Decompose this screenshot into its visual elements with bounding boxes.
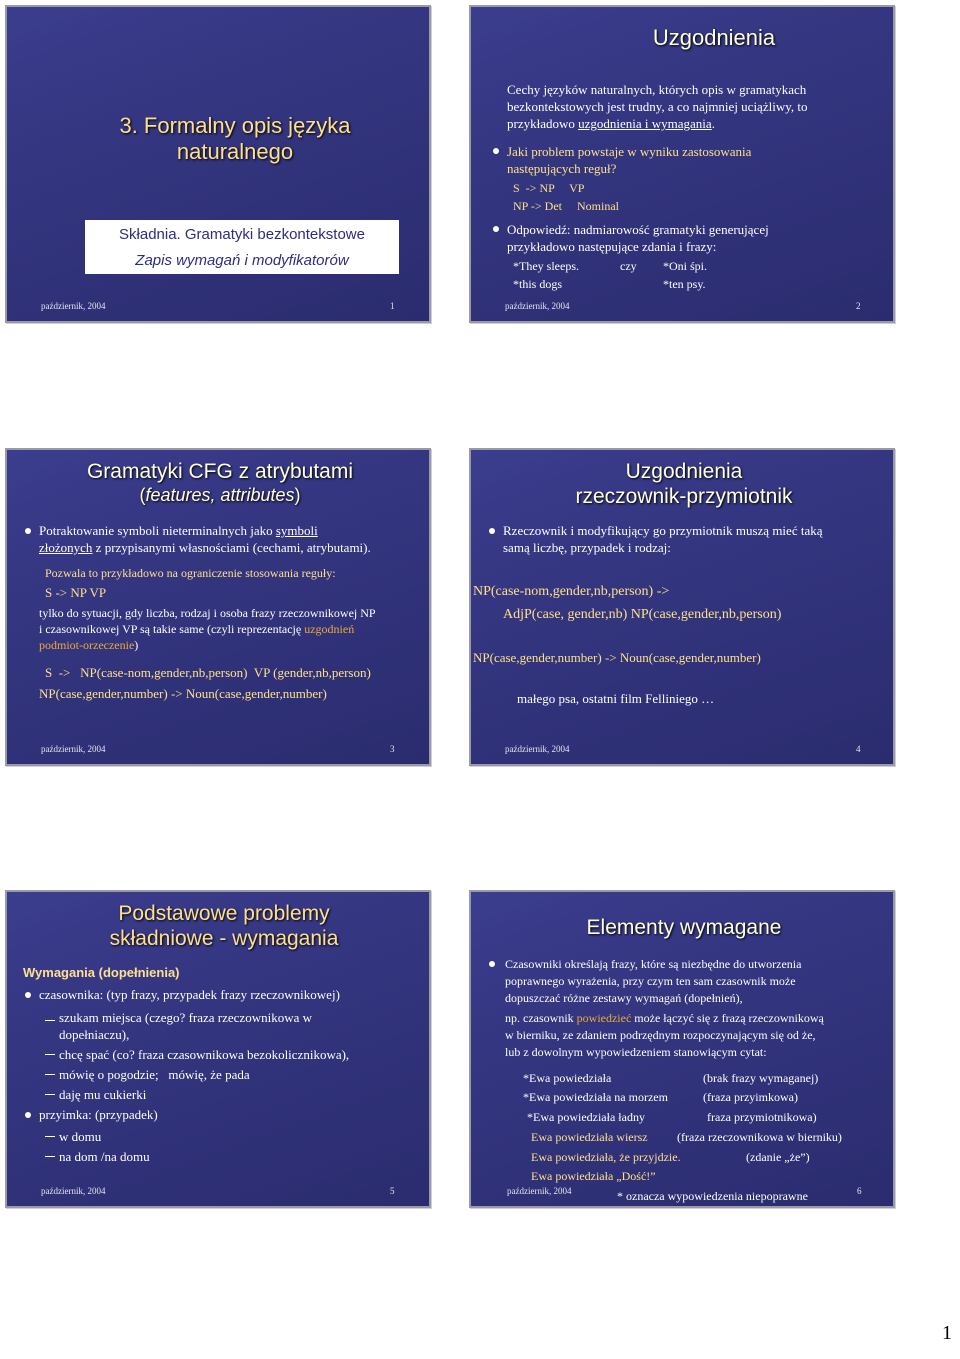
text-line: Rzeczownik i modyfikujący go przymiotnik muszą mieć taką — [503, 523, 823, 538]
slide-date: październik, 2004 — [41, 1186, 106, 1196]
text-line: czasownika: (typ frazy, przypadek frazy rzeczownikowej) — [39, 987, 340, 1002]
slide-6 — [469, 890, 895, 1208]
footnote: * oznacza wypowiedzenia niepoprawne — [617, 1189, 808, 1203]
text-span: z przypisanymi własnościami (cechami, atrybutami). — [92, 540, 371, 555]
title-line-2: rzeczownik-przymiotnik — [575, 484, 793, 508]
bullet-icon — [489, 528, 495, 534]
slide-title: Elementy wymagane — [586, 916, 782, 939]
example: Ewa powiedziała „Dość!” — [531, 1169, 656, 1183]
slide-4 — [469, 448, 895, 766]
question-line: następujących reguł? — [507, 161, 617, 176]
bullet-icon — [25, 528, 31, 534]
text-span: może łączyć się z frazą rzeczownikową — [631, 1011, 824, 1025]
text-line — [39, 522, 318, 539]
text-line: w bierniku, ze zdaniem podrzędnym rozpoczynającym się od że, — [505, 1028, 816, 1042]
rule-line: NP(case,gender,number) -> Noun(case,gender,number) — [473, 650, 761, 665]
slide-title — [471, 460, 895, 510]
bullet-icon — [25, 992, 31, 998]
subtitle-box — [85, 220, 399, 274]
page-number: 1 — [942, 1322, 952, 1344]
example: *They sleeps. — [513, 259, 579, 273]
example: *Ewa powiedziała ładny — [527, 1110, 645, 1124]
paren: ( — [139, 484, 146, 505]
example: *Oni śpi. — [663, 259, 708, 273]
slide-number: 1 — [390, 301, 395, 311]
text-line — [39, 637, 138, 654]
text-line: daję mu cukierki — [59, 1087, 147, 1102]
example: *this dogs — [513, 277, 563, 291]
rule-line: NP(case-nom,gender,nb,person) -> — [473, 584, 670, 599]
bullet-icon — [493, 226, 499, 232]
text-line: dopełniaczu), — [59, 1027, 130, 1042]
slide-date: październik, 2004 — [505, 301, 570, 311]
dash-icon — [45, 1156, 55, 1157]
bullet-icon — [489, 961, 495, 967]
title-line-1: 3. Formalny opis języka — [119, 113, 351, 138]
rule-line: NP(case,gender,number) -> Noun(case,gender,number) — [39, 686, 327, 701]
slide-date: październik, 2004 — [507, 1186, 572, 1196]
subtitle-line-1: Składnia. Gramatyki bezkontekstowe — [119, 226, 365, 243]
example: *ten psy. — [663, 277, 706, 291]
answer-line: Odpowiedź: nadmiarowość gramatyki generującej — [507, 222, 769, 237]
text-span: i czasownikowej VP są takie same (czyli reprezentację — [39, 622, 305, 636]
subtitle-line-2: Zapis wymagań i modyfikatorów — [135, 252, 349, 269]
text-span: np. czasownik — [505, 1011, 577, 1025]
text-line: bezkontekstowych jest trudny, a co najmniej uciążliwy, to — [507, 99, 808, 114]
section-heading: Wymagania (dopełnienia) — [23, 965, 180, 980]
slide-5 — [5, 890, 431, 1208]
text-line — [39, 539, 371, 556]
dash-icon — [45, 1136, 55, 1137]
text-span: ) — [134, 638, 139, 652]
slide-date: październik, 2004 — [41, 301, 106, 311]
text-span: Potraktowanie symboli nieterminalnych jako — [39, 523, 276, 538]
text-line: lub z dowolnym wypowiedzeniem stanowiącym cytat: — [505, 1045, 767, 1059]
slide-title — [7, 902, 431, 952]
slide-title: Uzgodnienia — [652, 25, 776, 50]
underlined-term: symboli — [275, 523, 318, 538]
text-line: tylko do sytuacji, gdy liczba, rodzaj i osoba frazy rzeczownikowej NP — [39, 606, 376, 620]
slide-number: 6 — [857, 1186, 862, 1196]
title-line-1: Gramatyki CFG z atrybutami — [86, 460, 354, 483]
text-line: szukam miejsca (czego? fraza rzeczownikowa w — [59, 1010, 312, 1025]
example-note: (zdanie „że”) — [746, 1150, 810, 1164]
example-line: małego psa, ostatni film Felliniego … — [517, 691, 715, 706]
slide-3 — [5, 448, 431, 766]
text-line: samą liczbę, przypadek i rodzaj: — [503, 540, 671, 555]
highlight-term: podmiot-orzeczenie — [39, 638, 135, 652]
slide-number: 5 — [390, 1186, 395, 1196]
example: czy — [620, 259, 637, 273]
dash-icon — [45, 1054, 55, 1055]
question-line: Jaki problem powstaje w wyniku zastosowania — [507, 144, 752, 159]
rule-line: AdjP(case, gender,nb) NP(case,gender,nb,person) — [503, 607, 782, 622]
slide-1 — [5, 5, 431, 323]
example-note: fraza przymiotnikowa) — [707, 1110, 817, 1124]
example: Ewa powiedziała, że przyjdzie. — [531, 1150, 681, 1164]
example: *Ewa powiedziała na morzem — [523, 1090, 668, 1104]
text-line: Pozwala to przykładowo na ograniczenie stosowania reguły: — [45, 566, 336, 580]
bullet-icon — [493, 148, 499, 154]
slide-number: 4 — [856, 744, 861, 754]
text-line: dopuszczać różne zestawy wymagań (dopełnień), — [505, 991, 743, 1005]
slide-title — [7, 460, 431, 506]
text-span: przykładowo — [507, 116, 579, 131]
example-note: (fraza rzeczownikowa w bierniku) — [677, 1130, 842, 1144]
underlined-term: uzgodnienia i wymagania — [578, 116, 712, 131]
text-line: Cechy języków naturalnych, których opis w gramatykach — [507, 82, 807, 97]
example-note: (fraza przyimkowa) — [703, 1090, 798, 1104]
slide-date: październik, 2004 — [41, 744, 106, 754]
text-line — [505, 1010, 824, 1027]
title-italic: features, attributes — [145, 484, 295, 505]
text-line: Czasowniki określają frazy, które są niezbędne do utworzenia — [505, 957, 802, 971]
slide-2 — [469, 5, 895, 323]
text-line: w domu — [59, 1129, 102, 1144]
rule-line: S -> NP VP — [513, 181, 585, 195]
title-line-2: składniowe - wymagania — [109, 926, 339, 950]
title-line-1: Uzgodnienia — [625, 460, 743, 483]
title-line-2: naturalnego — [176, 138, 294, 164]
rule-line: S -> NP(case-nom,gender,nb,person) VP (gender,nb,person) — [45, 665, 371, 680]
dash-icon — [45, 1020, 55, 1021]
text-line: przyimka: (przypadek) — [39, 1107, 158, 1122]
text-line: chcę spać (co? fraza czasownikowa bezokolicznikowa), — [59, 1047, 350, 1062]
slide-number: 2 — [856, 301, 861, 311]
text-line — [507, 115, 715, 132]
text-line — [39, 621, 354, 638]
dash-icon — [45, 1094, 55, 1095]
underlined-term: złożonych — [39, 540, 93, 555]
slide-date: październik, 2004 — [505, 744, 570, 754]
answer-line: przykładowo następujące zdania i frazy: — [507, 239, 717, 254]
text-line: na dom /na domu — [59, 1149, 150, 1164]
highlight-term: powiedzieć — [576, 1011, 632, 1025]
text-span: . — [711, 116, 715, 131]
text-line: mówię o pogodzie; mówię, że pada — [59, 1067, 250, 1082]
title-line-1: Podstawowe problemy — [118, 902, 330, 925]
dash-icon — [45, 1074, 55, 1075]
rule-line: NP -> Det Nominal — [513, 199, 619, 213]
example: *Ewa powiedziała — [523, 1071, 612, 1085]
highlight-term: uzgodnień — [304, 622, 355, 636]
paren: ) — [294, 484, 301, 505]
bullet-icon — [25, 1112, 31, 1118]
text-line: poprawnego wyrażenia, przy czym ten sam czasownik może — [505, 974, 796, 988]
slide-number: 3 — [390, 744, 395, 754]
slide-title — [7, 113, 431, 165]
rule-line: S -> NP VP — [45, 585, 107, 600]
example: Ewa powiedziała wiersz — [531, 1130, 648, 1144]
example-note: (brak frazy wymaganej) — [703, 1071, 819, 1085]
title-line-2 — [7, 485, 431, 506]
